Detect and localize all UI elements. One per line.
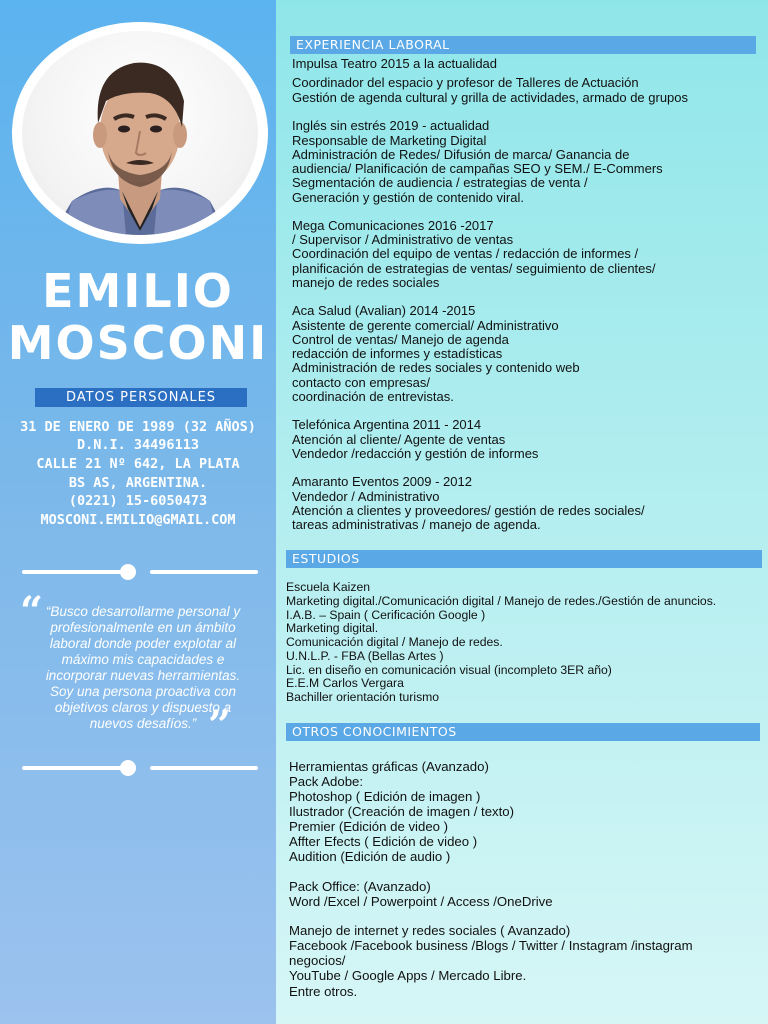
exp-line: Generación y gestión de contenido viral. bbox=[292, 190, 524, 205]
edu-line: Marketing digital./Comunicación digital / Manejo de redes./Gestión de anuncios. bbox=[286, 594, 717, 608]
exp-line: planificación de estrategias de ventas/ seguimiento de clientes/ bbox=[292, 261, 656, 276]
otros-line: Ilustrador (Creación de imagen / texto) bbox=[289, 804, 515, 819]
exp-line: manejo de redes sociales bbox=[292, 275, 440, 290]
divider-line bbox=[22, 570, 126, 574]
edu-line: Comunicación digital / Manejo de redes. bbox=[286, 635, 503, 649]
exp-line: contacto con empresas/ bbox=[292, 375, 431, 390]
edu-line: Escuela Kaizen bbox=[286, 580, 371, 594]
quote-line: Soy una persona proactiva con bbox=[49, 684, 237, 699]
exp-line: Gestión de agenda cultural y grilla de actividades, armado de grupos bbox=[292, 90, 689, 105]
datos-personales-heading: DATOS PERSONALES bbox=[35, 388, 247, 407]
edu-line: Lic. en diseño en comunicación visual (incompleto 3ER año) bbox=[286, 663, 612, 677]
quote-line: objetivos claros y dispuesto a bbox=[54, 700, 232, 715]
exp-line: / Supervisor / Administrativo de ventas bbox=[292, 232, 514, 247]
exp-line: Telefónica Argentina 2011 - 2014 bbox=[292, 417, 482, 432]
otros-line: Photoshop ( Edición de imagen ) bbox=[289, 789, 481, 804]
exp-line: Aca Salud (Avalian) 2014 -2015 bbox=[292, 303, 476, 318]
quote-line: máximo mis capacidades e bbox=[61, 652, 225, 667]
exp-line: Atención al cliente/ Agente de ventas bbox=[292, 432, 506, 447]
exp-line: Segmentación de audiencia / estrategias de venta / bbox=[292, 175, 588, 190]
exp-line: Amaranto Eventos 2009 - 2012 bbox=[292, 474, 472, 489]
quote-line: nuevos desafíos.” bbox=[89, 716, 197, 731]
quote-line: “Busco desarrollarme personal y bbox=[45, 604, 241, 619]
exp-line: Atención a clientes y proveedores/ gestión de redes sociales/ bbox=[292, 503, 645, 518]
birth-date: 31 DE ENERO DE 1989 (32 AÑOS) bbox=[20, 419, 256, 435]
email: MOSCONI.EMILIO@GMAIL.COM bbox=[40, 512, 236, 528]
divider-knob bbox=[120, 760, 136, 776]
otros-line: Audition (Edición de audio ) bbox=[289, 849, 451, 864]
otros-line: negocios/ bbox=[289, 953, 346, 968]
divider-slider-bottom bbox=[22, 760, 258, 776]
close-quote-icon: ” bbox=[208, 702, 232, 749]
avatar bbox=[22, 31, 258, 235]
otros-heading: OTROS CONOCIMIENTOS bbox=[286, 723, 760, 741]
otros-line: YouTube / Google Apps / Mercado Libre. bbox=[289, 968, 527, 983]
dni: D.N.I. 34496113 bbox=[77, 437, 199, 453]
quote-line: incorporar nuevas herramientas. bbox=[45, 668, 241, 683]
exp-line: Administración de Redes/ Difusión de marca/ Ganancia de bbox=[292, 147, 630, 162]
exp-line: audiencia/ Planificación de campañas SEO y SEM./ E-Commers bbox=[292, 161, 663, 176]
edu-line: I.A.B. – Spain ( Cerificación Google ) bbox=[286, 608, 486, 622]
edu-line: Bachiller orientación turismo bbox=[286, 690, 440, 704]
exp-line: Inglés sin estrés 2019 - actualidad bbox=[292, 118, 490, 133]
otros-line: Herramientas gráficas (Avanzado) bbox=[289, 759, 489, 774]
exp-line: Asistente de gerente comercial/ Administrativo bbox=[292, 318, 559, 333]
phone: (0221) 15-6050473 bbox=[68, 493, 208, 509]
exp-line: Coordinador del espacio y profesor de Talleres de Actuación bbox=[292, 75, 639, 90]
exp-line: Responsable de Marketing Digital bbox=[292, 133, 487, 148]
divider-slider-top bbox=[22, 564, 258, 580]
divider-line bbox=[22, 766, 126, 770]
otros-line: Affter Efects ( Edición de video ) bbox=[289, 834, 478, 849]
otros-line: Pack Office: (Avanzado) bbox=[289, 879, 431, 894]
estudios-heading: ESTUDIOS bbox=[286, 550, 762, 568]
otros-line: Entre otros. bbox=[289, 984, 358, 999]
first-name: EMILIO bbox=[42, 264, 234, 318]
exp-line: Vendedor /redacción y gestión de informes bbox=[292, 446, 539, 461]
last-name: MOSCONI bbox=[7, 316, 269, 370]
exp-line: Impulsa Teatro 2015 a la actualidad bbox=[292, 56, 498, 71]
edu-line: E.E.M Carlos Vergara bbox=[286, 676, 404, 690]
profile-photo bbox=[22, 31, 258, 235]
exp-line: Administración de redes sociales y contenido web bbox=[292, 360, 580, 375]
experiencia-heading: EXPERIENCIA LABORAL bbox=[290, 36, 756, 54]
exp-line: Vendedor / Administrativo bbox=[292, 489, 440, 504]
exp-line: Mega Comunicaciones 2016 -2017 bbox=[292, 218, 494, 233]
otros-line: Premier (Edición de video ) bbox=[289, 819, 449, 834]
address-street: CALLE 21 Nº 642, LA PLATA bbox=[36, 456, 240, 472]
exp-line: tareas administrativas / manejo de agenda. bbox=[292, 517, 541, 532]
exp-line: Coordinación del equipo de ventas / redacción de informes / bbox=[292, 246, 639, 261]
open-quote-icon: “ bbox=[20, 588, 44, 635]
otros-line: Manejo de internet y redes sociales ( Avanzado) bbox=[289, 923, 571, 938]
otros-line: Facebook /Facebook business /Blogs / Twitter / Instagram /instagram bbox=[289, 938, 693, 953]
divider-knob bbox=[120, 564, 136, 580]
otros-line: Pack Adobe: bbox=[289, 774, 364, 789]
quote-line: laboral donde poder explotar al bbox=[49, 636, 237, 651]
quote-line: profesionalmente en un ámbito bbox=[50, 620, 236, 635]
divider-line bbox=[150, 766, 258, 770]
exp-line: coordinación de entrevistas. bbox=[292, 389, 454, 404]
exp-line: redacción de informes y estadísticas bbox=[292, 346, 503, 361]
address-region: BS AS, ARGENTINA. bbox=[68, 475, 208, 491]
exp-line: Control de ventas/ Manejo de agenda bbox=[292, 332, 509, 347]
edu-line: Marketing digital. bbox=[286, 621, 379, 635]
divider-line bbox=[150, 570, 258, 574]
edu-line: U.N.L.P. - FBA (Bellas Artes ) bbox=[286, 649, 444, 663]
otros-line: Word /Excel / Powerpoint / Access /OneDrive bbox=[289, 894, 553, 909]
